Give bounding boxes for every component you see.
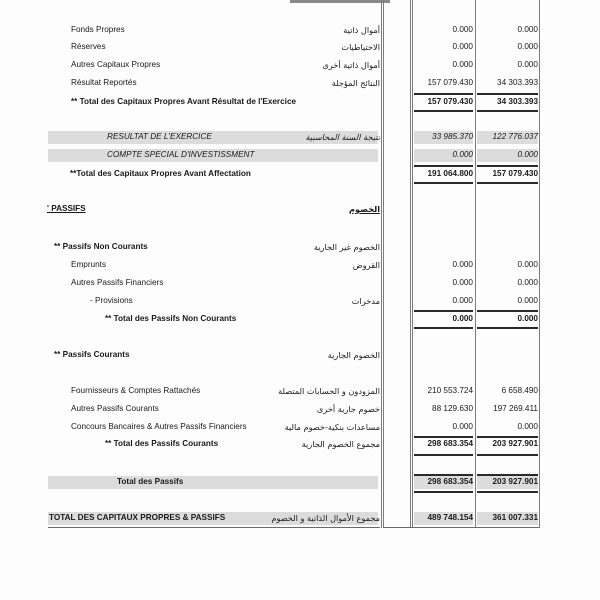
row-label-ar: أموال ذاتية أخرى <box>322 60 380 70</box>
value-year-n: 0.000 <box>452 296 473 305</box>
row-label-fr: Emprunts <box>71 260 107 269</box>
row-label-fr: RESULTAT DE L'EXERCICE <box>107 132 212 141</box>
value-year-n: 157 079.430 <box>427 97 473 106</box>
value-year-n: 0.000 <box>452 314 473 323</box>
subsection-heading <box>0 240 600 254</box>
subsection-title-fr: ** Passifs Courants <box>54 350 130 359</box>
total-label: ** Total des Passifs Non Courants <box>105 314 237 323</box>
row-label-ar: القروض <box>352 260 380 270</box>
value-year-n1: 0.000 <box>517 422 538 431</box>
row-label-fr: Autres Capitaux Propres <box>71 60 161 69</box>
value-year-n: 210 553.724 <box>427 386 473 395</box>
total-rule <box>414 491 473 493</box>
value-year-n1: 203 927.901 <box>492 439 538 448</box>
table-row <box>0 130 600 144</box>
table-row <box>0 76 600 90</box>
table-row <box>0 294 600 308</box>
row-label-fr: Résultat Reportés <box>71 78 137 87</box>
value-year-n1: 0.000 <box>517 314 538 323</box>
value-year-n1: 361 007.331 <box>492 513 538 522</box>
total-row <box>0 312 600 326</box>
value-year-n1: 6 658.490 <box>501 386 538 395</box>
total-rule <box>414 182 473 184</box>
grand-total-row <box>0 511 600 525</box>
total-rule <box>477 454 538 456</box>
row-label-ar: المزودون و الحسابات المتصلة <box>278 386 380 396</box>
total-rule <box>477 110 538 112</box>
section-title-ar: الخصوم <box>349 204 380 214</box>
total-rule <box>414 110 473 112</box>
row-label-fr: - Provisions <box>90 296 133 305</box>
table-row <box>0 23 600 37</box>
value-year-n: 191 064.800 <box>427 169 473 178</box>
value-year-n1: 0.000 <box>517 150 538 159</box>
value-year-n1: 0.000 <box>517 260 538 269</box>
row-label-ar: مساعدات بنكية-خصوم مالية <box>284 422 380 432</box>
table-row <box>0 402 600 416</box>
total-rule <box>477 491 538 493</box>
row-label-ar: خصوم جارية أخرى <box>316 404 380 414</box>
grand-total-label-ar: مجموع الأموال الذاتية و الخصوم <box>271 513 380 523</box>
row-label-fr: COMPTE SPECIAL D'INVESTISSMENT <box>107 150 255 159</box>
row-label-fr: Fournisseurs & Comptes Rattachés <box>71 386 201 395</box>
bottom-rule <box>48 527 380 528</box>
value-year-n1: 0.000 <box>517 60 538 69</box>
total-row <box>0 95 600 109</box>
row-label-fr: Concours Bancaires & Autres Passifs Financiers <box>71 422 247 431</box>
row-label-ar: النتائج المؤجلة <box>331 78 380 88</box>
value-year-n: 157 079.430 <box>427 78 473 87</box>
value-year-n1: 0.000 <box>517 296 538 305</box>
subsection-title-ar: الخصوم غير الجارية <box>313 242 380 252</box>
header-rule <box>290 0 390 3</box>
value-year-n: 88 129.630 <box>432 404 473 413</box>
value-year-n: 298 683.354 <box>427 477 473 486</box>
value-year-n1: 0.000 <box>517 42 538 51</box>
value-year-n: 33 985.370 <box>432 132 473 141</box>
total-label: Total des Passifs <box>117 477 184 486</box>
total-rule <box>414 454 473 456</box>
value-year-n: 0.000 <box>452 60 473 69</box>
total-label-ar: مجموع الخصوم الجارية <box>301 439 380 449</box>
table-row <box>0 40 600 54</box>
row-label-ar: أموال ذاتية <box>343 25 380 35</box>
bottom-rule <box>383 527 539 528</box>
value-year-n1: 122 776.037 <box>492 132 538 141</box>
table-row <box>0 384 600 398</box>
total-rule <box>414 327 473 329</box>
total-label: ** Total des Passifs Courants <box>105 439 219 448</box>
total-label: **Total des Capitaux Propres Avant Affectation <box>70 169 251 178</box>
value-year-n: 298 683.354 <box>427 439 473 448</box>
value-year-n: 0.000 <box>452 278 473 287</box>
total-row <box>0 437 600 451</box>
table-row <box>0 58 600 72</box>
table-row <box>0 258 600 272</box>
section-title-fr: ' PASSIFS <box>47 204 86 213</box>
row-label-fr: Autres Passifs Courants <box>71 404 159 413</box>
row-label-ar: مدخرات <box>351 296 380 306</box>
value-year-n1: 34 303.393 <box>497 78 538 87</box>
table-row <box>0 276 600 290</box>
value-year-n1: 157 079.430 <box>492 169 538 178</box>
value-year-n1: 0.000 <box>517 278 538 287</box>
grand-total-label-fr: TOTAL DES CAPITAUX PROPRES & PASSIFS <box>49 513 226 522</box>
row-label-ar: نتيجة السنة المحاسبية <box>305 132 380 142</box>
value-year-n1: 203 927.901 <box>492 477 538 486</box>
row-label-fr: Autres Passifs Financiers <box>71 278 164 287</box>
value-year-n: 0.000 <box>452 42 473 51</box>
value-year-n1: 197 269.411 <box>493 404 538 413</box>
value-year-n1: 0.000 <box>517 25 538 34</box>
total-rule <box>477 327 538 329</box>
row-label-ar: الاحتياطيات <box>341 42 380 52</box>
value-year-n: 0.000 <box>452 150 473 159</box>
total-label: ** Total des Capitaux Propres Avant Résultat de l'Exercice <box>71 97 297 106</box>
table-row <box>0 148 600 162</box>
value-year-n: 489 748.154 <box>427 513 473 522</box>
total-row <box>0 167 600 181</box>
value-year-n: 0.000 <box>452 25 473 34</box>
row-label-fr: Fonds Propres <box>71 25 125 34</box>
value-year-n: 0.000 <box>452 422 473 431</box>
subsection-heading <box>0 348 600 362</box>
subsection-title-ar: الخصوم الجارية <box>327 350 380 360</box>
value-year-n1: 34 303.393 <box>497 97 538 106</box>
total-rule <box>477 182 538 184</box>
row-label-fr: Réserves <box>71 42 106 51</box>
subsection-title-fr: ** Passifs Non Courants <box>54 242 148 251</box>
table-row <box>0 420 600 434</box>
total-row <box>0 475 600 489</box>
section-heading <box>0 202 600 216</box>
value-year-n: 0.000 <box>452 260 473 269</box>
